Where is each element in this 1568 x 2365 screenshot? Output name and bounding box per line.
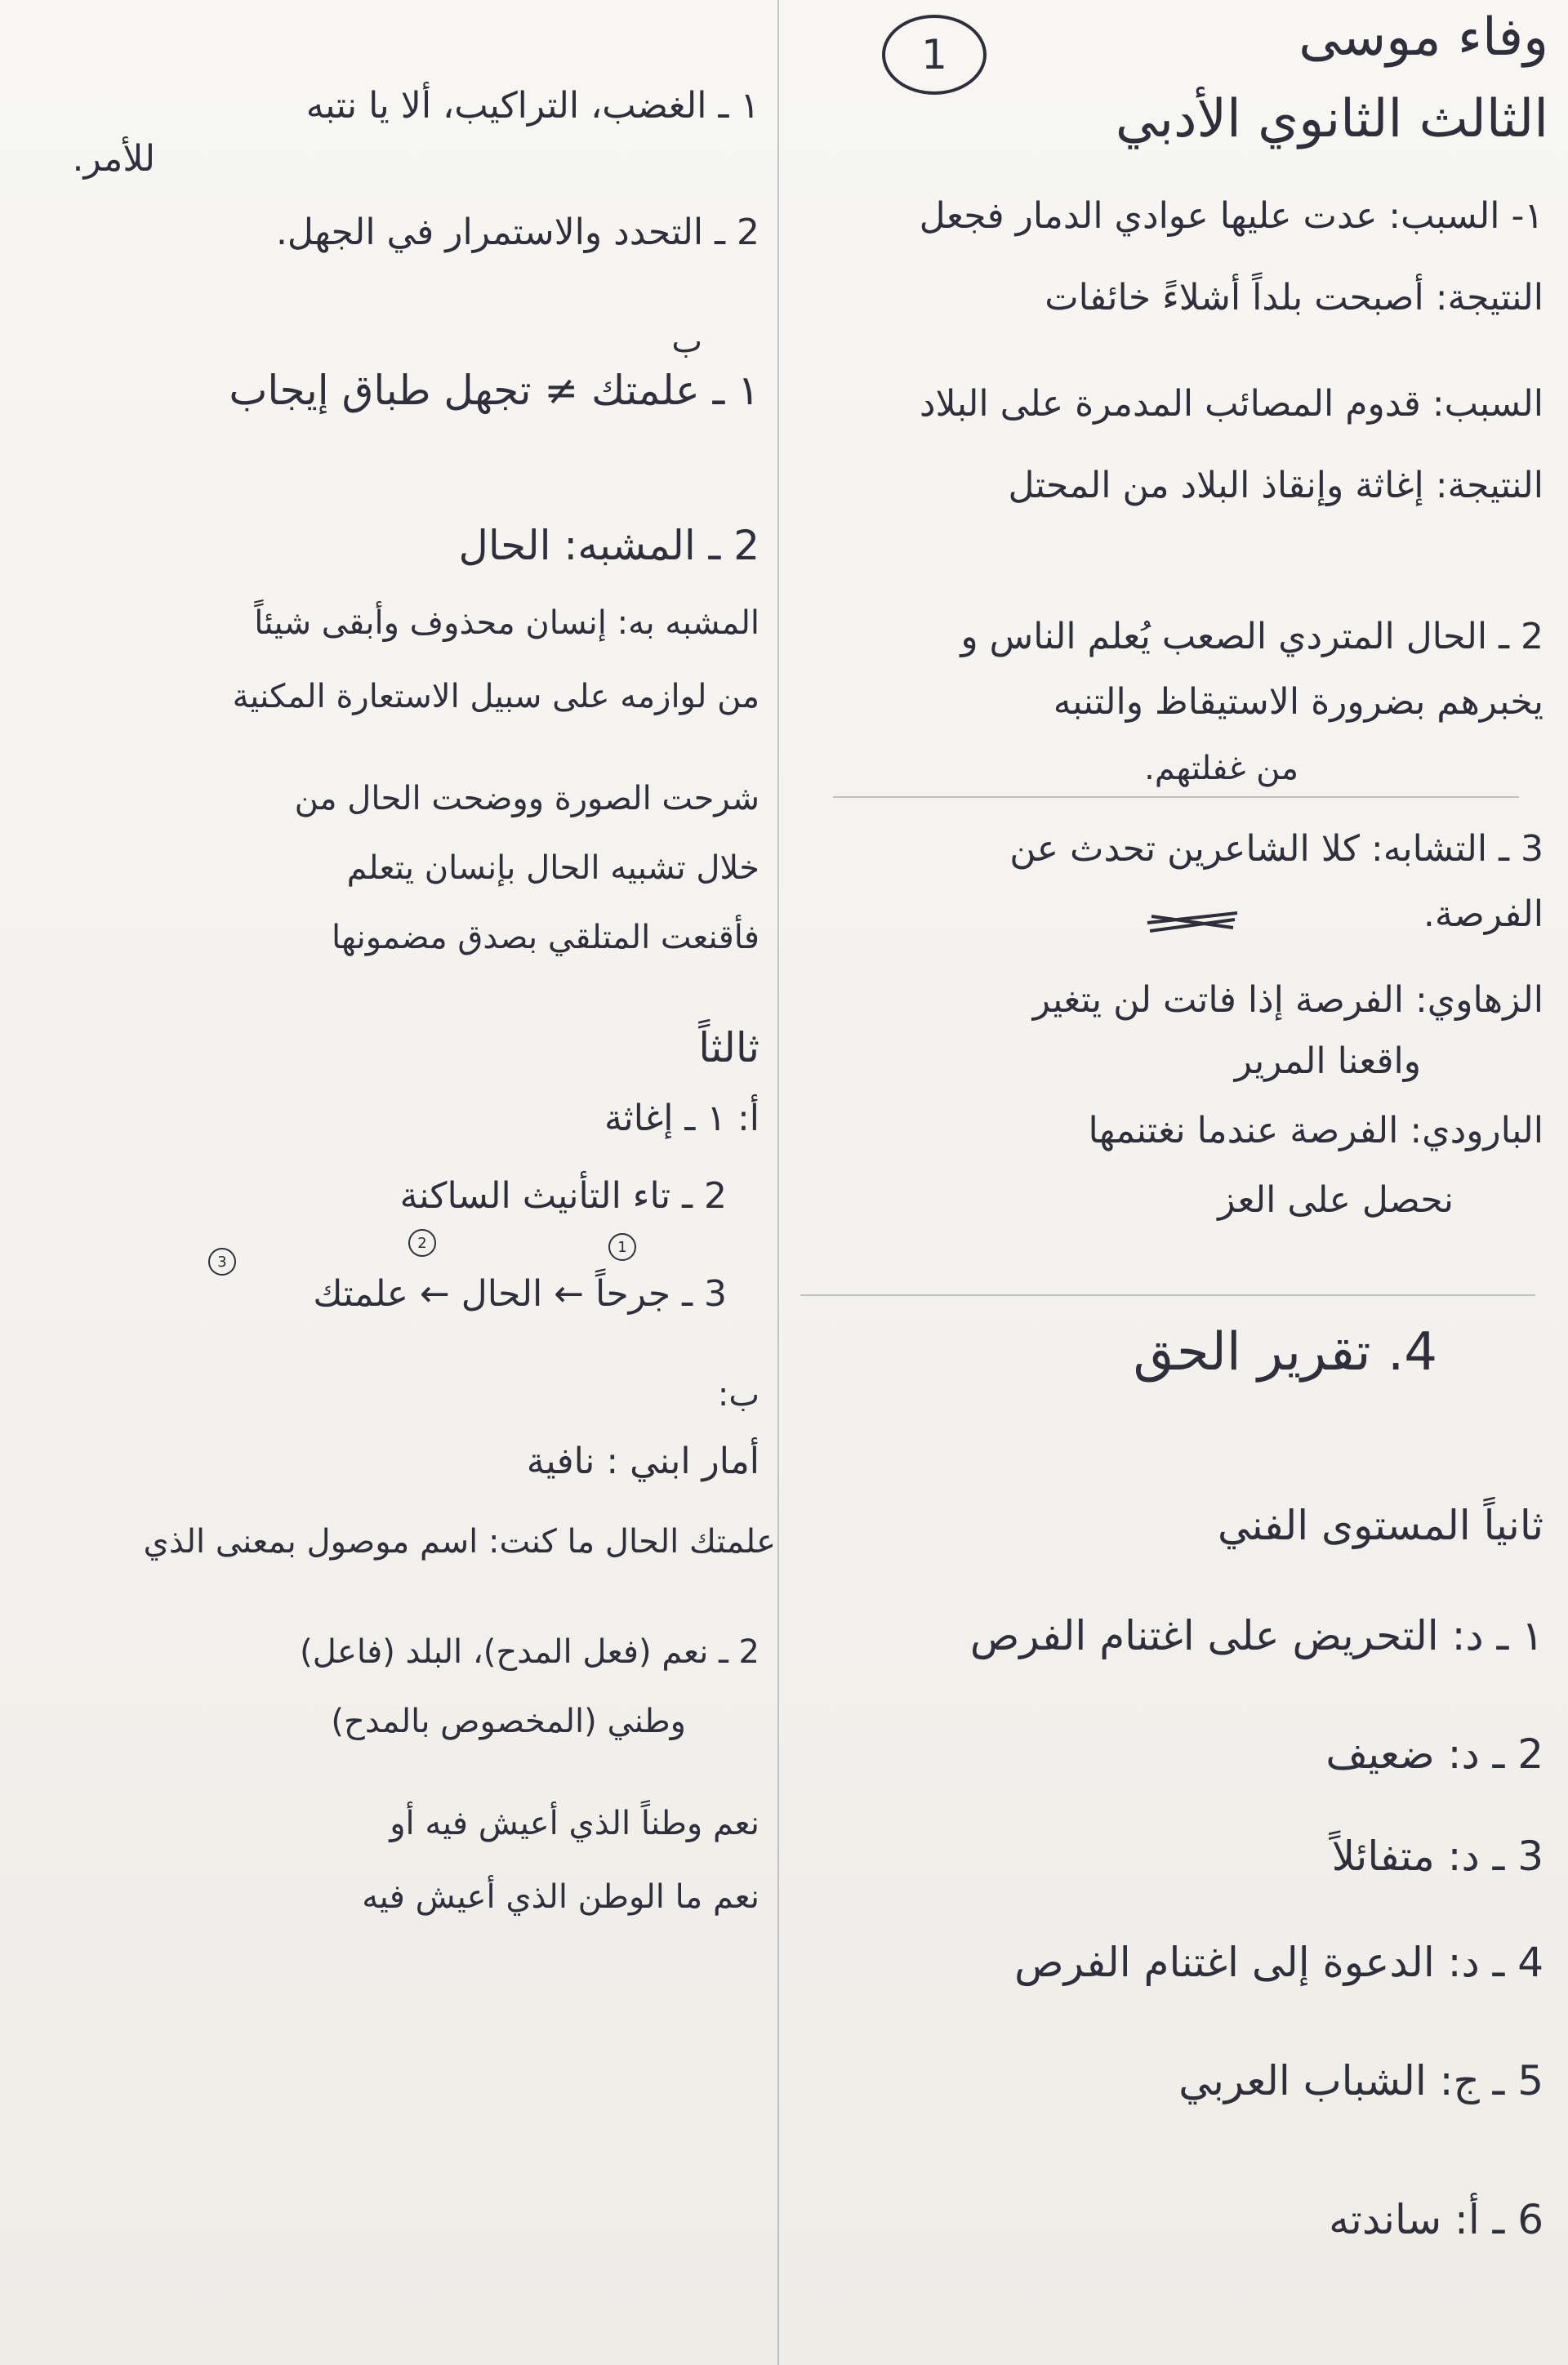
section-letter: ب: (717, 1376, 760, 1414)
answer-line: 2 ـ نعم (فعل المدح)، البلد (فاعل) (300, 1633, 760, 1671)
answer-line: 3 ـ التشابه: كلا الشاعرين تحدث عن (1009, 828, 1544, 870)
column-divider (777, 0, 779, 2365)
circle-mark: 1 (608, 1233, 636, 1261)
answer-line: أ: ١ ـ إغاثة (604, 1098, 760, 1139)
class-title: الثالث الثانوي الأدبي (1115, 89, 1548, 149)
answer-line: من غفلتهم. (1144, 750, 1298, 787)
left-column (0, 0, 776, 2365)
page-number: 1 (921, 31, 947, 78)
section-heading: ثانياً المستوى الفني (1217, 1502, 1544, 1549)
answer-heading: 4. تقرير الحق (1133, 1322, 1437, 1383)
answer-line: للأمر. (72, 138, 155, 180)
separator-line (833, 796, 1519, 798)
section-heading: ثالثاً (698, 1024, 760, 1071)
answer-line: ١ ـ علمتك ≠ تجهل طباق إيجاب (229, 367, 760, 414)
page-number-circle (882, 15, 987, 95)
answer-line: 2 ـ الحال المتردي الصعب يُعلم الناس و (960, 616, 1544, 657)
crossed-out-scribble (1143, 898, 1241, 939)
answer-line: أمار ابني : نافية (526, 1441, 760, 1482)
answer-line: وطني (المخصوص بالمدح) (331, 1703, 686, 1740)
answer-line: فأقنعت المتلقي بصدق مضمونها (331, 919, 760, 956)
answer-line: 2 ـ تاء التأنيث الساكنة (399, 1175, 727, 1217)
answer-line: نحصل على العز (1218, 1179, 1454, 1221)
section-letter: ب (671, 323, 702, 360)
circle-mark: 3 (208, 1248, 236, 1276)
answer-line: 6 ـ أ: ساندته (1329, 2196, 1544, 2243)
answer-line: 4 ـ د: الدعوة إلى اغتنام الفرص (1014, 1939, 1544, 1986)
answer-line: المشبه به: إنسان محذوف وأبقى شيئاً (254, 604, 760, 642)
answer-line: الفرصة. (1423, 893, 1544, 935)
answer-line: شرحت الصورة ووضحت الحال من (294, 780, 760, 817)
answer-line: النتيجة: إغاثة وإنقاذ البلاد من المحتل (1008, 465, 1544, 506)
answer-line: 5 ـ ج: الشباب العربي (1178, 2057, 1544, 2104)
student-name: وفاء موسى (1298, 7, 1548, 68)
answer-line: السبب: قدوم المصائب المدمرة على البلاد (919, 383, 1544, 425)
circle-mark: 2 (408, 1229, 436, 1257)
answer-line: ١ ـ د: التحريض على اغتنام الفرص (969, 1612, 1544, 1659)
answer-line: ١ ـ الغضب، التراكيب، ألا يا نتبه (305, 85, 760, 127)
answer-line: 3 ـ د: متفائلاً (1331, 1833, 1544, 1880)
right-column (784, 0, 1568, 2365)
answer-line: النتيجة: أصبحت بلداً أشلاءً خائفات (1045, 277, 1544, 318)
answer-line: نعم وطناً الذي أعيش فيه أو (390, 1805, 760, 1842)
answer-line: من لوازمه على سبيل الاستعارة المكنية (232, 678, 760, 715)
answer-line: خلال تشبيه الحال بإنسان يتعلم (346, 849, 760, 887)
separator-line (800, 1294, 1535, 1296)
answer-line: يخبرهم بضرورة الاستيقاظ والتنبه (1053, 681, 1544, 723)
answer-line: 2 ـ المشبه: الحال (458, 522, 760, 569)
answer-line: 2 ـ د: ضعيف (1325, 1730, 1544, 1778)
answer-line: ١- السبب: عدت عليها عوادي الدمار فجعل (919, 195, 1544, 237)
answer-line: 2 ـ التحدد والاستمرار في الجهل. (275, 212, 760, 253)
answer-line: علمتك الحال ما كنت: اسم موصول بمعنى الذي (143, 1523, 776, 1561)
answer-line: 3 ـ جرحاً ← الحال ← علمتك (313, 1273, 727, 1315)
answer-line: البارودي: الفرصة عندما نغتنمها (1088, 1110, 1544, 1151)
answer-line: الزهاوي: الفرصة إذا فاتت لن يتغير (1032, 979, 1544, 1021)
answer-line: نعم ما الوطن الذي أعيش فيه (362, 1878, 760, 1916)
answer-line: واقعنا المرير (1234, 1040, 1421, 1082)
